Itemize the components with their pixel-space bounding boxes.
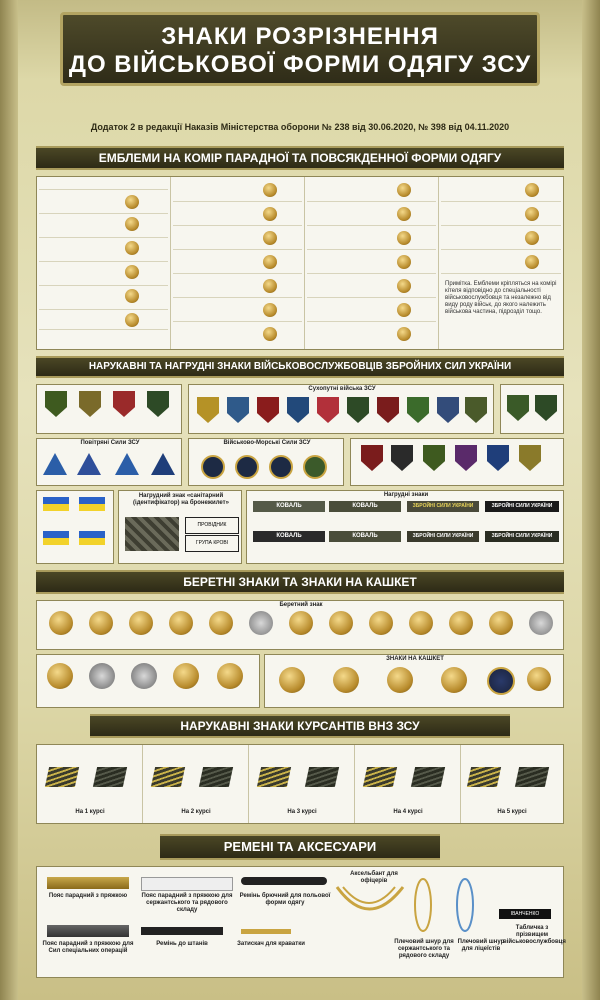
collar-table-2 bbox=[171, 177, 305, 349]
course-4 bbox=[355, 745, 461, 823]
subtitle: Додаток 2 в редакції Наказів Міністерства оборони № 238 від 30.06.2020, № 398 від 04.11.2020 bbox=[90, 122, 510, 132]
navy-panel bbox=[188, 438, 344, 486]
sleeve-chevron bbox=[411, 767, 445, 787]
beret-emblem bbox=[409, 611, 433, 635]
air-force-label: Повітряні Сили ЗСУ bbox=[80, 440, 140, 446]
round-patch bbox=[303, 455, 327, 479]
cap-emblem bbox=[487, 667, 515, 695]
beret-emblem bbox=[209, 611, 233, 635]
beret-emblem bbox=[129, 611, 153, 635]
beret-emblem bbox=[47, 663, 73, 689]
collar-emblem bbox=[125, 265, 139, 279]
round-patch bbox=[201, 455, 225, 479]
course-label: На 1 курсі bbox=[75, 809, 105, 815]
collar-emblem bbox=[263, 255, 277, 269]
cap-emblem bbox=[441, 667, 467, 693]
collar-emblem bbox=[525, 255, 539, 269]
sleeve-chevron bbox=[257, 767, 291, 787]
name-strip: КОВАЛЬ bbox=[253, 501, 325, 512]
collar-emblem bbox=[125, 289, 139, 303]
shield-patch bbox=[535, 395, 557, 421]
triangle-patch bbox=[115, 453, 139, 475]
course-1 bbox=[37, 745, 143, 823]
parade-belt-white bbox=[141, 877, 233, 891]
shield-patch bbox=[361, 445, 383, 471]
collar-emblem bbox=[125, 195, 139, 209]
collar-emblem bbox=[397, 327, 411, 341]
collar-emblem bbox=[397, 279, 411, 293]
beret-emblem bbox=[169, 611, 193, 635]
chest-patch-1: ПРОВІДНИК bbox=[185, 517, 239, 534]
shield-patch bbox=[317, 397, 339, 423]
collar-emblem bbox=[397, 255, 411, 269]
belt-caption: Пояс парадний з пряжкою для сержантського та рядового складу bbox=[141, 893, 233, 913]
beret-emblem bbox=[131, 663, 157, 689]
collar-emblem bbox=[125, 217, 139, 231]
course-3 bbox=[249, 745, 355, 823]
shoulder-cord-icon bbox=[445, 877, 485, 933]
beret-emblem bbox=[89, 611, 113, 635]
nameplate: ІВАНЧЕНКО bbox=[499, 909, 551, 919]
shield-patch bbox=[227, 397, 249, 423]
shield-patch bbox=[455, 445, 477, 471]
collar-emblem bbox=[263, 207, 277, 221]
belt-caption: Пояс парадний з пряжкою bbox=[48, 893, 128, 899]
shield-patch bbox=[437, 397, 459, 423]
chest-id-label: Нагрудний знак «санітарний (ідентифікатор) на бронежилет» bbox=[133, 493, 229, 506]
shield-patch bbox=[113, 391, 135, 417]
collar-note: Примітка. Емблеми кріпляться на комірі кітеля відповідно до спеціальності військовослужбовця та незалежно від виду роду військ, до якого належить військова частина, підрозділ тощо. bbox=[445, 281, 557, 315]
course-label: На 3 курсі bbox=[287, 809, 317, 815]
belt-caption: Ремінь до штанів bbox=[156, 941, 208, 947]
title-line-1: ЗНАКИ РОЗРІЗНЕННЯ bbox=[161, 23, 439, 50]
sleeve-chevron bbox=[305, 767, 339, 787]
tie-clip bbox=[241, 929, 291, 934]
beret-emblem bbox=[49, 611, 73, 635]
chest-patch-2: ГРУПА КРОВІ bbox=[185, 535, 239, 552]
shield-patch bbox=[377, 397, 399, 423]
collar-emblem bbox=[263, 183, 277, 197]
land-forces-label: Сухопутні війська ЗСУ bbox=[308, 386, 376, 392]
trouser-belt-black bbox=[241, 877, 327, 885]
triangle-patch bbox=[151, 453, 175, 475]
air-force-panel bbox=[36, 438, 182, 486]
name-strip: КОВАЛЬ bbox=[329, 531, 401, 542]
chest-id-panel bbox=[118, 490, 242, 564]
collar-emblem bbox=[397, 231, 411, 245]
section-beret-title: БЕРЕТНІ ЗНАКИ ТА ЗНАКИ НА КАШКЕТ bbox=[36, 570, 564, 594]
shoulder-cord-icon bbox=[403, 877, 443, 933]
sleeve-chevron bbox=[93, 767, 127, 787]
collar-table-1 bbox=[37, 177, 171, 349]
name-strip: ЗБРОЙНІ СИЛИ УКРАЇНИ bbox=[485, 531, 559, 542]
section-sleeve-title: НАРУКАВНІ ТА НАГРУДНІ ЗНАКИ ВІЙСЬКОВОСЛУЖБОВЦІВ ЗБРОЙНИХ СИЛ УКРАЇНИ bbox=[36, 356, 564, 378]
course-label: На 5 курсі bbox=[497, 809, 527, 815]
shield-patch bbox=[147, 391, 169, 417]
collar-emblem bbox=[263, 279, 277, 293]
sleeve-chevron bbox=[467, 767, 501, 787]
shield-patch bbox=[407, 397, 429, 423]
collar-emblem bbox=[397, 183, 411, 197]
round-patch bbox=[235, 455, 259, 479]
name-strip: ЗБРОЙНІ СИЛИ УКРАЇНИ bbox=[485, 501, 559, 512]
beret-emblem bbox=[529, 611, 553, 635]
shield-patch bbox=[519, 445, 541, 471]
page-title bbox=[60, 12, 540, 86]
mod-patches-panel bbox=[36, 384, 182, 434]
beret-emblem bbox=[89, 663, 115, 689]
name-strip: ЗБРОЙНІ СИЛИ УКРАЇНИ bbox=[407, 531, 479, 542]
beret-emblem bbox=[449, 611, 473, 635]
flag-icon bbox=[43, 497, 69, 511]
triangle-patch bbox=[77, 453, 101, 475]
sleeve-chevron bbox=[151, 767, 185, 787]
beret-emblem bbox=[173, 663, 199, 689]
cadet-panel bbox=[36, 744, 564, 824]
sso-belt bbox=[47, 925, 129, 937]
collar-table-3 bbox=[305, 177, 439, 349]
beret-signs-panel bbox=[36, 600, 564, 650]
cap-emblem bbox=[279, 667, 305, 693]
shield-patch bbox=[287, 397, 309, 423]
cap-emblem bbox=[333, 667, 359, 693]
belt-caption: Плечовий шнур для сержантського та рядового складу bbox=[394, 939, 454, 959]
shield-patch bbox=[391, 445, 413, 471]
shield-patch bbox=[197, 397, 219, 423]
shield-patch bbox=[487, 445, 509, 471]
shield-patch bbox=[423, 445, 445, 471]
flag-icon bbox=[43, 531, 69, 545]
belt-caption: Табличка з прізвищем військовослужбовця bbox=[503, 925, 566, 945]
beret-emblem bbox=[249, 611, 273, 635]
trouser-belt bbox=[141, 927, 223, 935]
section-collar-title: ЕМБЛЕМИ НА КОМІР ПАРАДНОЇ ТА ПОВСЯКДЕННОЇ ФОРМИ ОДЯГУ bbox=[36, 146, 564, 170]
name-strip: КОВАЛЬ bbox=[253, 531, 325, 542]
branch-patches-panel bbox=[350, 438, 564, 486]
belts-panel bbox=[36, 866, 564, 978]
camo-patch bbox=[125, 517, 179, 551]
extra-patches-panel bbox=[500, 384, 564, 434]
collar-emblem bbox=[397, 207, 411, 221]
section-belts-title: РЕМЕНІ ТА АКСЕСУАРИ bbox=[160, 834, 440, 860]
land-forces-panel bbox=[188, 384, 494, 434]
collar-emblem bbox=[525, 183, 539, 197]
sleeve-chevron bbox=[45, 767, 79, 787]
shield-patch bbox=[347, 397, 369, 423]
beret-emblem bbox=[217, 663, 243, 689]
course-5 bbox=[461, 745, 563, 823]
collar-emblem bbox=[525, 207, 539, 221]
cap-sign-label: ЗНАКИ НА КАШКЕТ bbox=[386, 656, 444, 662]
beret-sign-label: Беретний знак bbox=[279, 602, 323, 608]
parade-belt bbox=[47, 877, 129, 889]
collar-emblem bbox=[397, 303, 411, 317]
name-strip: КОВАЛЬ bbox=[329, 501, 401, 512]
belt-caption: Пояс парадний з пряжкою для Сил спеціальних операцій bbox=[42, 941, 134, 954]
aiguillette-icon bbox=[333, 883, 407, 933]
belt-caption: Ремінь брючний для польової форми одягу bbox=[239, 893, 331, 906]
section-cadet-title: НАРУКАВНІ ЗНАКИ КУРСАНТІВ ВНЗ ЗСУ bbox=[90, 714, 510, 738]
shield-patch bbox=[79, 391, 101, 417]
flag-icon bbox=[79, 497, 105, 511]
round-patch bbox=[269, 455, 293, 479]
collar-emblem bbox=[263, 231, 277, 245]
belt-caption: Плечовий шнур для ліцеїстів bbox=[457, 939, 505, 952]
collar-emblem bbox=[125, 241, 139, 255]
collar-emblems-panel bbox=[36, 176, 564, 350]
cap-emblem bbox=[387, 667, 413, 693]
cap-signs-panel bbox=[264, 654, 564, 708]
beret-emblem bbox=[369, 611, 393, 635]
chest-signs-panel bbox=[246, 490, 564, 564]
belt-caption: Затискач для краватки bbox=[237, 941, 305, 947]
sleeve-chevron bbox=[363, 767, 397, 787]
beret-signs-panel-2 bbox=[36, 654, 260, 708]
name-strip: ЗБРОЙНІ СИЛИ УКРАЇНИ bbox=[407, 501, 479, 512]
collar-emblem bbox=[125, 313, 139, 327]
triangle-patch bbox=[43, 453, 67, 475]
beret-emblem bbox=[329, 611, 353, 635]
course-label: На 2 курсі bbox=[181, 809, 211, 815]
chest-signs-label: Нагрудні знаки bbox=[383, 492, 429, 498]
title-line-2: ДО ВІЙСЬКОВОЇ ФОРМИ ОДЯГУ ЗСУ bbox=[68, 51, 532, 78]
belt-caption: Аксельбант для офіцерів bbox=[350, 871, 398, 884]
beret-emblem bbox=[489, 611, 513, 635]
shield-patch bbox=[257, 397, 279, 423]
beret-emblem bbox=[289, 611, 313, 635]
course-2 bbox=[143, 745, 249, 823]
collar-emblem bbox=[263, 303, 277, 317]
collar-emblem bbox=[525, 231, 539, 245]
flag-patches-panel bbox=[36, 490, 114, 564]
collar-emblem bbox=[263, 327, 277, 341]
sleeve-chevron bbox=[199, 767, 233, 787]
course-label: На 4 курсі bbox=[393, 809, 423, 815]
cap-emblem bbox=[527, 667, 551, 691]
flag-icon bbox=[79, 531, 105, 545]
shield-patch bbox=[45, 391, 67, 417]
shield-patch bbox=[465, 397, 487, 423]
navy-label: Військово-Морські Сили ЗСУ bbox=[223, 440, 311, 446]
sleeve-chevron bbox=[515, 767, 549, 787]
collar-table-4 bbox=[439, 177, 563, 349]
shield-patch bbox=[507, 395, 529, 421]
